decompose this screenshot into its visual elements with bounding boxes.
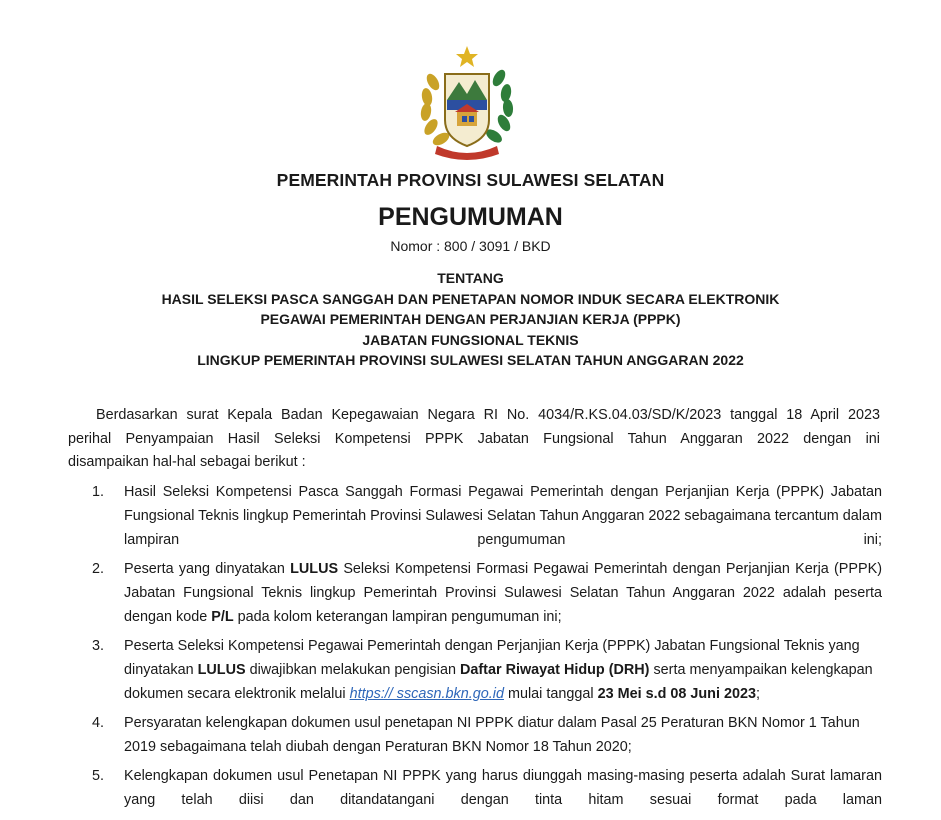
- subject-block: [0, 268, 941, 371]
- intro-line: disampaikan hal-hal sebagai berikut :: [68, 454, 306, 470]
- text-run: Seleksi Kompetensi Formasi Pegawai Pemerintah dengan Perjanjian Kerja (PPPK) Jabatan Fungsional Teknis lingkup Pemerintah Provinsi Sulawesi Selatan Tahun Anggaran 2022 adalah peserta dengan kode: [124, 561, 882, 625]
- list-item: [92, 634, 882, 706]
- government-name: PEMERINTAH PROVINSI SULAWESI SELATAN: [276, 170, 665, 190]
- sscasn-link[interactable]: https:// sscasn.bkn.go.id: [349, 686, 504, 702]
- bold-run: Daftar Riwayat Hidup (DRH): [459, 662, 650, 678]
- text-run: Peserta Seleksi Kompetensi Pegawai Pemerintah dengan Perjanjian Kerja (PPPK) Jabatan Fungsional Teknis yang dinyatakan: [124, 638, 860, 678]
- list-number: 2.: [92, 561, 105, 577]
- list-number: 5.: [92, 768, 105, 784]
- bold-run: 23 Mei s.d 08 Juni 2023: [597, 686, 756, 702]
- coat-of-arms-logo: [415, 42, 519, 164]
- bold-run: P/L: [211, 609, 234, 625]
- subject-line: HASIL SELEKSI PASCA SANGGAH DAN PENETAPAN NOMOR INDUK SECARA ELEKTRONIK: [161, 290, 780, 307]
- list-text: Hasil Seleksi Kompetensi Pasca Sanggah Formasi Pegawai Pemerintah dengan Perjanjian Kerja (PPPK) Jabatan Fungsional Teknis lingkup Pemerintah Provinsi Sulawesi Selatan Tahun Anggaran 2022 sebagaimana tercantum dalam lampiran pengumuman ini;: [124, 484, 882, 548]
- list-item: [92, 557, 882, 629]
- text-run: serta menyampaikan kelengkapan dokumen secara elektronik melalui: [124, 662, 873, 702]
- intro-paragraph: [68, 404, 880, 475]
- sulawesi-selatan-coat-of-arms-icon: [415, 42, 519, 164]
- text-run: pada kolom keterangan lampiran pengumuman ini;: [233, 609, 562, 625]
- list-number: 1.: [92, 484, 105, 500]
- text-run: mulai tanggal: [503, 686, 598, 702]
- bold-run: LULUS: [197, 662, 246, 678]
- subject-line: PEGAWAI PEMERINTAH DENGAN PERJANJIAN KERJA (PPPK): [260, 311, 681, 327]
- announcement-list: [92, 480, 882, 817]
- list-text: Persyaratan kelengkapan dokumen usul penetapan NI PPPK diatur dalam Pasal 25 Peraturan BKN Nomor 1 Tahun 2019 sebagaimana telah diubah dengan Peraturan BKN Nomor 18 Tahun 2020;: [124, 715, 860, 755]
- document-title: PENGUMUMAN: [378, 203, 563, 231]
- intro-line: perihal Penyampaian Hasil Seleksi Kompetensi PPPK Jabatan Fungsional Tahun Anggaran 2022 dengan ini: [68, 430, 880, 447]
- text-run: diwajibkan melakukan pengisian: [245, 662, 460, 678]
- list-number: 4.: [92, 715, 105, 731]
- list-text: [124, 634, 882, 706]
- list-number: 3.: [92, 638, 105, 654]
- text-run: ;: [755, 686, 760, 702]
- document-number: Nomor : 800 / 3091 / BKD: [390, 238, 551, 254]
- subject-line: LINGKUP PEMERINTAH PROVINSI SULAWESI SELATAN TAHUN ANGGARAN 2022: [197, 352, 744, 368]
- subject-label: TENTANG: [437, 270, 504, 286]
- list-text: [124, 557, 882, 629]
- subject-line: JABATAN FUNGSIONAL TEKNIS: [362, 331, 579, 348]
- list-text: Kelengkapan dokumen usul Penetapan NI PPPK yang harus diunggah masing-masing peserta adalah Surat lamaran yang telah diisi dan ditandatangani dengan tinta hitam sesuai format pada laman: [124, 768, 882, 808]
- bold-run: LULUS: [290, 561, 339, 577]
- text-run: Peserta yang dinyatakan: [124, 561, 291, 577]
- list-item: [92, 480, 882, 552]
- list-item: [92, 764, 882, 812]
- intro-line: Berdasarkan surat Kepala Badan Kepegawaian Negara RI No. 4034/R.KS.04.03/SD/K/2023 tanggal 18 April 2023: [96, 407, 880, 423]
- list-item: [92, 711, 882, 759]
